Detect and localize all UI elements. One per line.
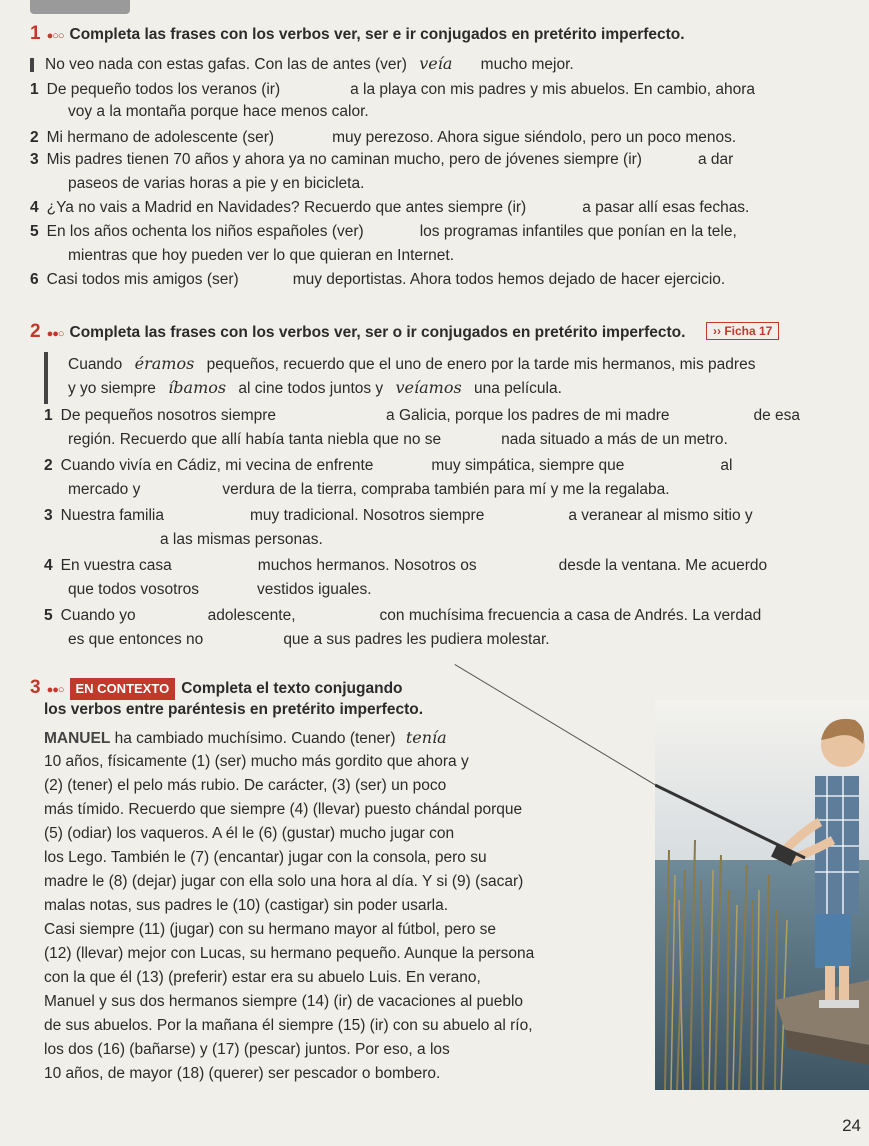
ex2-example-2: y yo siempre íbamos al cine todos juntos y veíamos una película. [68, 378, 562, 397]
ex1-number: 1 [30, 23, 41, 44]
example-marker [30, 58, 34, 72]
ex3-line-9: (12) (llevar) mejor con Lucas, su hermano pequeño. Aunque la persona [44, 945, 535, 962]
ex1-instruction: Completa las frases con los verbos ver, ser e ir conjugados en pretérito imperfecto. [69, 26, 685, 43]
example-bar [44, 352, 48, 404]
ex3-line-10: con la que él (13) (preferir) estar era su abuelo Luis. En verano, [44, 969, 481, 986]
ex2-item-2-cont: mercado y verdura de la tierra, compraba también para mí y me la regalaba. [68, 481, 670, 498]
ex2-item-5: 5 Cuando yo adolescente, con muchísima frecuencia a casa de Andrés. La verdad [44, 607, 762, 624]
ex2-header: 2 ●●○ Completa las frases con los verbos ver, ser o ir conjugados en pretérito imperfecto. [30, 321, 686, 342]
ex2-instruction: Completa las frases con los verbos ver, ser o ir conjugados en pretérito imperfecto. [69, 324, 686, 341]
ex3-line-4: (5) (odiar) los vaqueros. A él le (6) (gustar) mucho jugar con [44, 825, 455, 842]
ex2-item-3: 3 Nuestra familia muy tradicional. Nosotros siempre a veranear al mismo sitio y [44, 507, 753, 524]
ex1-item-6: 6 Casi todos mis amigos (ser) muy deportistas. Ahora todos hemos dejado de hacer ejercicio. [30, 271, 726, 288]
ex2-number: 2 [30, 321, 41, 342]
ex3-line-13: los dos (16) (bañarse) y (17) (pescar) juntos. Por eso, a los [44, 1041, 450, 1058]
ex3-line-2: (2) (tener) el pelo más rubio. De carácter, (3) (ser) un poco [44, 777, 447, 794]
boy-fishing-photo [655, 700, 869, 1090]
ex2-item-5-cont: es que entonces no que a sus padres les pudiera molestar. [68, 631, 550, 648]
ex2-item-1: 1 De pequeños nosotros siempre a Galicia, porque los padres de mi madre de esa [44, 407, 801, 424]
ex3-line-12: de sus abuelos. Por la mañana él siempre (15) (ir) con su abuelo al río, [44, 1017, 533, 1034]
ex2-example-answer-2[interactable]: íbamos [168, 378, 227, 397]
ex1-item-5-cont: mientras que hoy pueden ver lo que quieran en Internet. [68, 247, 455, 264]
ex3-header: 3 ●●○ EN CONTEXTO Completa el texto conjugando [30, 677, 403, 698]
header-tab [30, 0, 130, 14]
ex3-example-answer[interactable]: tenía [405, 728, 447, 747]
ex1-item-4: 4 ¿Ya no vais a Madrid en Navidades? Recuerdo que antes siempre (ir) a pasar allí esas fechas. [30, 199, 750, 216]
ex2-example-1: Cuando éramos pequeños, recuerdo que el uno de enero por la tarde mis hermanos, mis padres [68, 354, 756, 373]
ex3-line-7: malas notas, sus padres le (10) (castigar) sin poder usarla. [44, 897, 449, 914]
ex3-line-1: 10 años, físicamente (1) (ser) mucho más gordito que ahora y [44, 753, 469, 770]
ex3-line-5: los Lego. También le (7) (encantar) jugar con la consola, pero su [44, 849, 487, 866]
ex1-item-1: 1 De pequeño todos los veranos (ir) a la playa con mis padres y mis abuelos. En cambio, ahora [30, 81, 756, 98]
ex1-item-2: 2 Mi hermano de adolescente (ser) muy perezoso. Ahora sigue siéndolo, pero un poco menos. [30, 129, 737, 146]
ex3-line-11: Manuel y sus dos hermanos siempre (14) (ir) de vacaciones al pueblo [44, 993, 524, 1010]
ex2-item-4: 4 En vuestra casa muchos hermanos. Nosotros os desde la ventana. Me acuerdo [44, 557, 768, 574]
ex1-example-answer[interactable]: veía [419, 54, 453, 73]
ex3-line-8: Casi siempre (11) (jugar) con su hermano mayor al fútbol, pero se [44, 921, 496, 938]
ex1-item-3: 3 Mis padres tienen 70 años y ahora ya no caminan mucho, pero de jóvenes siempre (ir) a dar [30, 151, 734, 168]
ex1-item-1-cont: voy a la montaña porque hace menos calor. [68, 103, 369, 120]
ex1-header: 1 ●○○ Completa las frases con los verbos ver, ser e ir conjugados en pretérito imperfecto. [30, 23, 685, 44]
ficha-link[interactable]: ›› Ficha 17 [706, 322, 779, 340]
ex1-example: No veo nada con estas gafas. Con las de antes (ver) veía mucho mejor. [45, 54, 574, 73]
ex3-line-6: madre le (8) (dejar) jugar con ella solo una hora al día. Y si (9) (sacar) [44, 873, 524, 890]
page-number: 24 [842, 1116, 861, 1135]
ex3-line-3: más tímido. Recuerdo que siempre (4) (llevar) puesto chándal porque [44, 801, 523, 818]
ex3-line-14: 10 años, de mayor (18) (querer) ser pescador o bombero. [44, 1065, 441, 1082]
ex2-item-1-cont: región. Recuerdo que allí había tanta niebla que no se nada situado a más de un metro. [68, 431, 728, 448]
ex2-example-answer-3[interactable]: veíamos [395, 378, 462, 397]
character-name: MANUEL [44, 730, 111, 747]
en-contexto-badge: EN CONTEXTO [70, 678, 176, 700]
ex2-item-3-cont: a las mismas personas. [160, 531, 323, 548]
ex2-example-answer-1[interactable]: éramos [134, 354, 195, 373]
ex3-instruction-2: los verbos entre paréntesis en pretérito imperfecto. [44, 701, 424, 718]
ex2-item-4-cont: que todos vosotros vestidos iguales. [68, 581, 372, 598]
ex3-instruction-1: Completa el texto conjugando [181, 680, 403, 697]
ex3-line-0: MANUEL ha cambiado muchísimo. Cuando (tener) tenía [44, 728, 447, 747]
ex2-item-2: 2 Cuando vivía en Cádiz, mi vecina de enfrente muy simpática, siempre que al [44, 457, 733, 474]
chevron-right-icon: ›› [713, 324, 725, 338]
ex3-number: 3 [30, 677, 41, 698]
ex1-item-5: 5 En los años ochenta los niños españoles (ver) los programas infantiles que ponían en la tele, [30, 223, 737, 240]
ex1-item-3-cont: paseos de varias horas a pie y en bicicleta. [68, 175, 365, 192]
